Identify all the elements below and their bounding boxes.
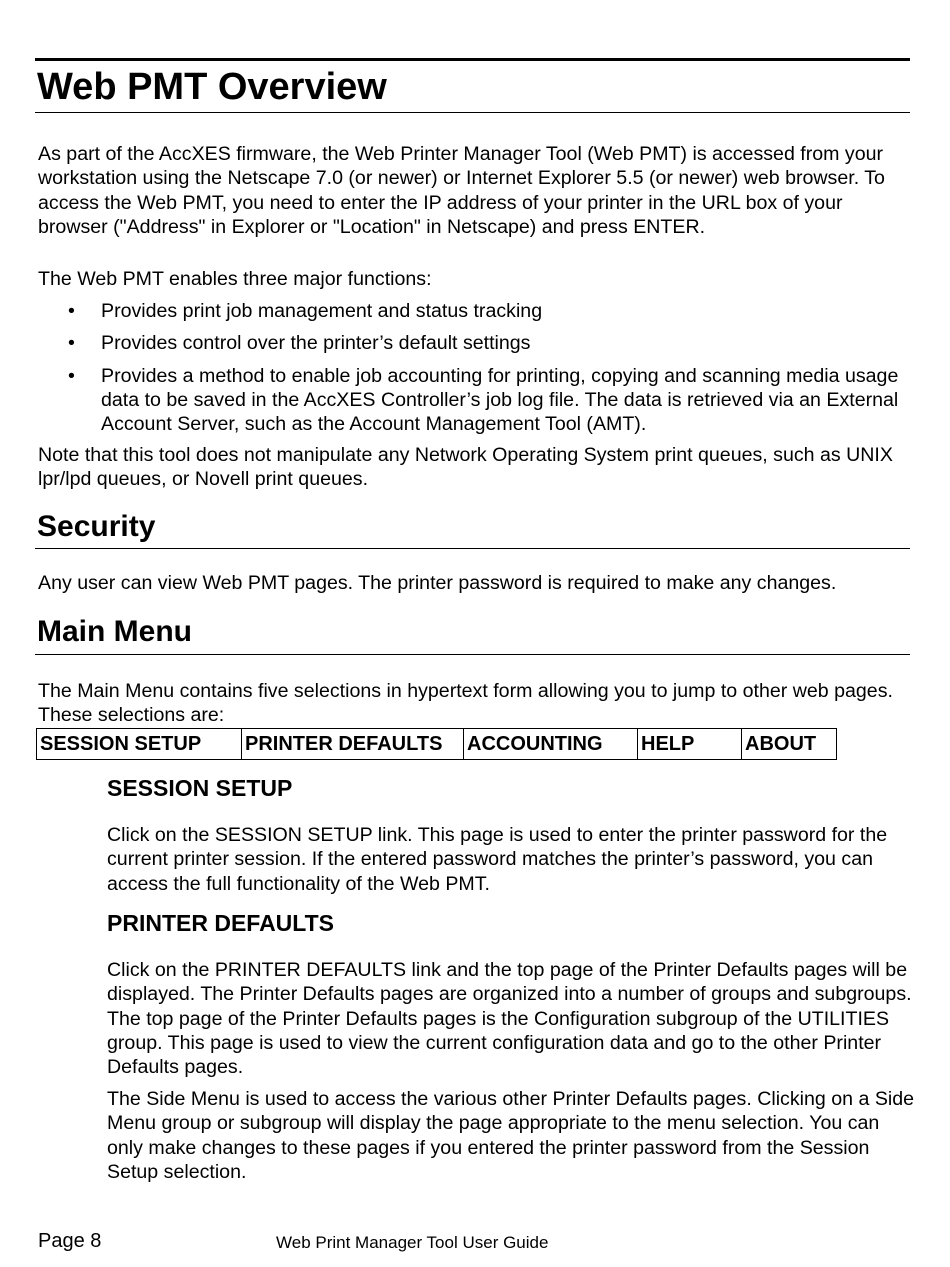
- menu-cell-printer-defaults: PRINTER DEFAULTS: [242, 729, 464, 760]
- top-rule: [35, 58, 910, 61]
- printer-defaults-paragraph-2: The Side Menu is used to access the various other Printer Defaults pages. Clicking on a Side Menu group or subgroup will display the page appropriate to the menu selection. You can only make changes to these pages if you entered the printer password from the Session Setup selection.: [107, 1088, 915, 1183]
- session-setup-heading: SESSION SETUP: [107, 775, 293, 801]
- page-title: Web PMT Overview: [37, 66, 387, 108]
- bullet-icon: •: [68, 332, 75, 355]
- functions-list: [38, 299, 910, 444]
- footer-title: Web Print Manager Tool User Guide: [276, 1233, 549, 1252]
- bullet-icon: •: [68, 300, 75, 322]
- note-paragraph: Note that this tool does not manipulate any Network Operating System print queues, such as UNIX lpr/lpd queues, or Novell print queues.: [38, 444, 893, 491]
- security-text: Any user can view Web PMT pages. The printer password is required to make any changes.: [38, 572, 837, 594]
- list-item-text: Provides a method to enable job accounting for printing, copying and scanning media usage data to be saved in the AccXES Controller’s job log file. The data is retrieved via an External Account Server, such as the Account Management Tool (AMT).: [101, 364, 899, 436]
- list-item-text: Provides control over the printer’s default settings: [101, 332, 531, 355]
- menu-cell-help: HELP: [638, 729, 742, 760]
- functions-intro: The Web PMT enables three major functions:: [38, 268, 432, 290]
- menu-cell-session-setup: SESSION SETUP: [37, 729, 242, 760]
- bullet-icon: •: [68, 364, 75, 387]
- session-setup-text: Click on the SESSION SETUP link. This page is used to enter the printer password for the current printer session. If the entered password matches the printer’s password, you can access the full functionality of the Web PMT.: [107, 824, 888, 895]
- intro-paragraph: As part of the AccXES firmware, the Web Printer Manager Tool (Web PMT) is accessed from your workstation using the Netscape 7.0 (or newer) or Internet Explorer 5.5 (or newer) web browser. To access the Web PMT, you need to enter the IP address of your printer in the URL box of your browser ("Address" in Explorer or "Location" in Netscape) and press ENTER.: [38, 143, 885, 238]
- menu-cell-about: ABOUT: [742, 729, 837, 760]
- main-menu-underline: [35, 654, 910, 655]
- page-number: Page 8: [38, 1230, 102, 1252]
- printer-defaults-heading: PRINTER DEFAULTS: [107, 910, 335, 936]
- list-item-text: Provides print job management and status tracking: [101, 300, 543, 322]
- table-row: [37, 729, 837, 760]
- security-underline: [35, 548, 910, 549]
- menu-cell-accounting: ACCOUNTING: [464, 729, 638, 760]
- list-item: [38, 299, 910, 323]
- printer-defaults-paragraph-1: Click on the PRINTER DEFAULTS link and the top page of the Printer Defaults pages will be displayed. The Printer Defaults pages are organized into a number of groups and subgroups. The top page of the Printer Defaults pages is the Configuration subgroup of the UTILITIES group. This page is used to view the current configuration data and go to the other Printer Defaults pages.: [107, 959, 912, 1079]
- main-menu-table: [36, 728, 837, 760]
- main-menu-text: The Main Menu contains five selections in hypertext form allowing you to jump to other web pages. These selections are:: [38, 680, 893, 727]
- main-menu-heading: Main Menu: [37, 615, 192, 648]
- title-underline: [35, 112, 910, 113]
- security-heading: Security: [37, 510, 156, 543]
- list-item: [38, 331, 910, 355]
- list-item: [38, 364, 910, 437]
